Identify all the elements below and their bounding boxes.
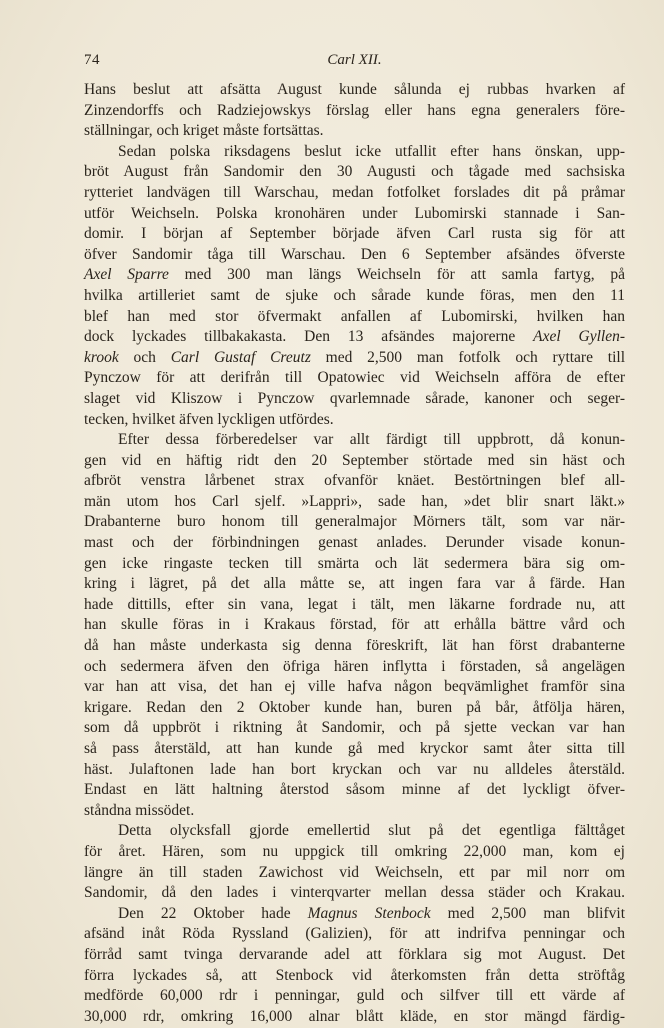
body-text: [84, 80, 625, 1027]
text-line: hvilka artilleriet samt de sjuke och sårade kunde föras, men den 11: [84, 286, 625, 304]
text-run: Den 22 Oktober hade: [118, 904, 308, 922]
text-line: för året. Hären, som nu uppgick till omkring 22,000 man, kom ej: [84, 842, 625, 860]
text-line: han skulle föras in i Krakaus förstad, för att erhålla bättre vård och: [84, 616, 625, 634]
running-title: Carl XII.: [327, 52, 382, 68]
text-run: dock lyckades tillbakakasta. Den 13 afsändes majorerne: [84, 328, 534, 346]
text-line: som då uppbröt i riktning åt Sandomir, och på sjette veckan var han: [84, 719, 625, 737]
text-line: förra lyckades så, att Stenbock vid återkomsten från detta ströftåg: [84, 966, 625, 984]
page-header: [84, 52, 625, 72]
text-line: kring i lägret, på det alla måtte se, att ingen fara var å färde. Han: [84, 575, 625, 593]
text-line: [84, 327, 625, 348]
italic-name: Axel Gyllen-: [533, 328, 625, 346]
text-line: mast och der förbindningen genast anlades. Derunder visade konun-: [84, 534, 625, 552]
italic-name: krook: [84, 348, 119, 366]
text-line: gen icke ringaste tecken till smärta och lät sedermera bära sig om-: [84, 554, 625, 572]
text-run: med 2,500 man blifvit: [430, 904, 626, 922]
text-line: afbröt venstra lårbenet strax ofvanför knäet. Bestörtningen blef all-: [84, 472, 625, 490]
text-run: med 2,500 man fotfolk och ryttare till: [310, 348, 626, 366]
text-line: afsänd inåt Röda Ryssland (Galizien), för att indrifva penningar och: [84, 925, 625, 943]
text-line: utför Weichseln. Polska kronohären under Lubomirski stannade i San-: [84, 204, 625, 222]
text-line: Hans beslut att afsätta August kunde sålunda ej rubbas hvarken af: [84, 81, 625, 98]
text-line: Sedan polska riksdagens beslut icke utfallit efter hans önskan, upp-: [118, 142, 625, 160]
text-line: Sandomir, då den lades i vinterqvarter mellan dessa städer och Krakau.: [84, 884, 625, 902]
italic-name: Carl Gustaf Creutz: [170, 348, 311, 366]
text-line: krigare. Redan den 2 Oktober kunde han, buren på bår, åtfölja hären,: [84, 698, 625, 716]
text-line: och sedermera äfven den öfriga hären inflytta i förstaden, så angelägen: [84, 657, 625, 675]
page-number: 74: [84, 52, 100, 68]
text-line: Detta olycksfall gjorde emellertid slut på det egentliga fälttåget: [118, 822, 625, 840]
text-line: så pass återstäld, att han kunde gå med kryckor samt åter sitta till: [84, 740, 625, 757]
italic-name: Axel Sparre: [84, 266, 169, 284]
text-run: och: [118, 348, 171, 366]
text-line: Zinzendorffs och Radziejowskys förslag eller hans egna generalers före-: [84, 101, 625, 119]
text-line: då han måste underkasta sig denna föreskrift, lät han först drabanterne: [84, 637, 625, 655]
text-line: hade dittills, efter sin vana, legat i tält, men läkarne fordrade nu, att: [84, 595, 625, 613]
text-line: blef han med stor öfvermakt anfallen af Lubomirski, hvilken han: [84, 307, 625, 325]
text-line: Pynczow för att derifrån till Opatowiec vid Weichseln afföra de efter: [84, 369, 625, 387]
text-line: tecken, hvilket äfven lyckligen utfördes.: [84, 410, 334, 428]
text-line: gen vid en häftig ridt den 20 September störtade med sin häst och: [84, 451, 625, 469]
text-line: [84, 265, 625, 286]
text-line: medförde 60,000 rdr i penningar, guld och silfver till ett värde af: [84, 987, 625, 1005]
text-line: ståndna missödet.: [84, 801, 195, 819]
text-run: med 300 man längs Weichseln för att samla fartyg, på: [168, 266, 626, 284]
text-line: rytteriet landvägen till Warschau, medan fotfolket forslades dit på pråmar: [84, 183, 625, 201]
text-line: bröt August från Sandomir den 30 Augusti och tågade med sachsiska: [84, 163, 625, 181]
text-line: Drabanterne buro honom till generalmajor Mörners tält, som var när-: [84, 513, 625, 531]
text-line: längre än till staden Zawichost vid Weichseln, ett par mil norr om: [84, 863, 625, 881]
text-line: öfver Sandomir tåga till Warschau. Den 6 September afsändes öfverste: [84, 245, 625, 263]
text-line: [84, 904, 625, 925]
text-line: Endast en lätt haltning återstod såsom minne af det lyckligt öfver-: [84, 781, 625, 799]
text-line: [84, 348, 625, 369]
text-line: Efter dessa förberedelser var allt färdigt till uppbrott, då konun-: [118, 431, 625, 449]
text-line: domir. I början af September började äfven Carl rusta sig för att: [84, 225, 625, 243]
text-line: slaget vid Kliszow i Pynczow qvarlemnade sårade, kanoner och seger-: [84, 389, 625, 407]
text-line: ställningar, och kriget måste fortsättas.: [84, 122, 324, 140]
italic-name: Magnus Stenbock: [307, 904, 431, 922]
text-line: män utom hos Carl sjelf. »Lappri», sade han, »det blir snart läkt.»: [84, 492, 625, 510]
text-line: 30,000 rdr, omkring 16,000 alnar blått kläde, en stor mängd färdig-: [84, 1007, 625, 1025]
text-line: häst. Julaftonen lade han bort kryckan och var nu alldeles återstäld.: [84, 760, 625, 778]
text-line: var han att visa, det han ej ville hafva någon beqvämlighet framför sina: [84, 678, 625, 696]
text-line: förråd samt tvinga dervarande adel att förklara sig mot August. Det: [84, 945, 625, 963]
